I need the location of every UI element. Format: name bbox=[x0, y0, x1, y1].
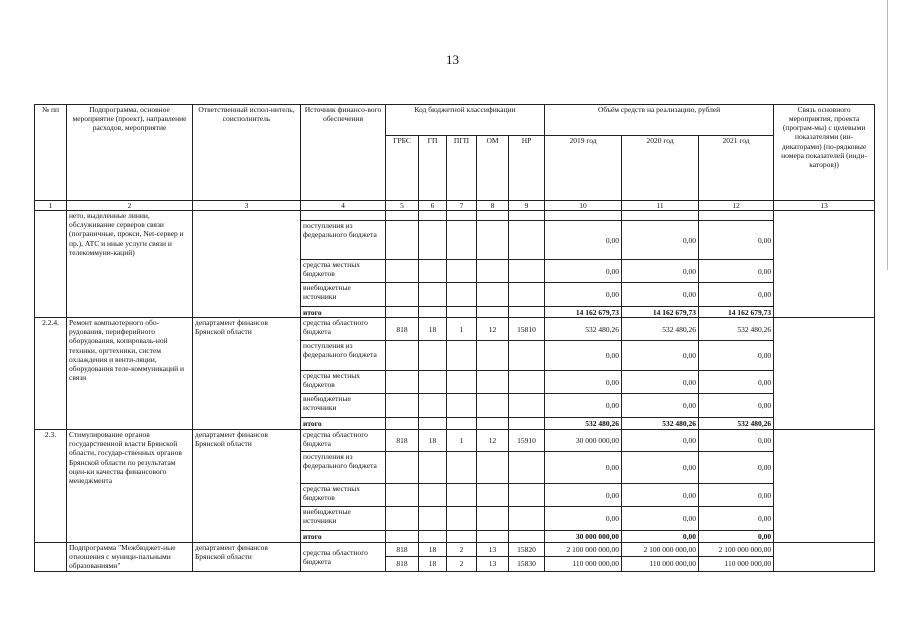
total-cell: 0,00 bbox=[699, 531, 774, 543]
code-cell: 818 bbox=[386, 318, 419, 341]
value-cell: 0,00 bbox=[622, 260, 699, 283]
row-executor: департамент финансов Брянской области bbox=[193, 430, 301, 543]
code-cell: 2 bbox=[447, 557, 477, 571]
colnum: 12 bbox=[699, 201, 774, 211]
code-cell: 818 bbox=[386, 543, 419, 557]
value-cell: 30 000 000,00 bbox=[545, 430, 622, 452]
value-cell: 0,00 bbox=[545, 260, 622, 283]
value-cell: 110 000 000,00 bbox=[699, 557, 774, 571]
code-cell: 818 bbox=[386, 557, 419, 571]
page-number: 13 bbox=[446, 52, 459, 67]
header-row-1 bbox=[35, 105, 875, 136]
header-2020: 2020 год bbox=[622, 136, 699, 201]
colnum: 6 bbox=[419, 201, 447, 211]
value-cell: 0,00 bbox=[622, 341, 699, 371]
value-cell: 0,00 bbox=[622, 484, 699, 507]
code-cell: 15810 bbox=[509, 318, 545, 341]
header-program: Подпрограмма, основное мероприятие (проект), направление расходов, мероприятие bbox=[67, 105, 193, 201]
total-label: итого bbox=[301, 531, 386, 543]
colnum: 3 bbox=[193, 201, 301, 211]
block1-text: нето, выделенные линии, обслуживание серверов связи (пограничные, прокси, Net-сервер и пр.), АТС и иные услуги связи и телекоммуни-каций) bbox=[67, 211, 193, 318]
total-cell: 14 162 679,73 bbox=[622, 307, 699, 318]
code-cell: 18 bbox=[419, 543, 447, 557]
row-text: Подпрограмма "Межбюджет-ные отношения с муници-пальными образованиями" bbox=[67, 543, 193, 571]
value-cell: 0,00 bbox=[545, 221, 622, 260]
value-cell: 2 100 000 000,00 bbox=[699, 543, 774, 557]
header-np: НР bbox=[509, 136, 545, 201]
table-row bbox=[35, 543, 875, 557]
total-cell: 0,00 bbox=[622, 531, 699, 543]
source-label: поступления из федерального бюджета bbox=[301, 452, 386, 484]
colnum: 13 bbox=[774, 201, 875, 211]
column-number-row bbox=[35, 201, 875, 211]
value-cell: 0,00 bbox=[699, 507, 774, 531]
code-cell: 13 bbox=[477, 557, 509, 571]
header-2021: 2021 год bbox=[699, 136, 774, 201]
header-num: № пп bbox=[35, 105, 67, 201]
row-text: Стимулирование органов государственной власти Брянской области, государ-ственных органов Брянской области по результатам оцен-ки качества финансового менеджмента bbox=[67, 430, 193, 543]
total-cell: 532 480,26 bbox=[545, 418, 622, 430]
code-cell: 18 bbox=[419, 557, 447, 571]
source-label: средства местных бюджетов bbox=[301, 484, 386, 507]
colnum: 4 bbox=[301, 201, 386, 211]
value-cell: 0,00 bbox=[622, 507, 699, 531]
source-label: средства областного бюджета bbox=[301, 543, 386, 571]
value-cell: 532 480,26 bbox=[622, 318, 699, 341]
colnum: 2 bbox=[67, 201, 193, 211]
value-cell: 0,00 bbox=[545, 507, 622, 531]
total-cell: 532 480,26 bbox=[622, 418, 699, 430]
code-cell: 15830 bbox=[509, 557, 545, 571]
header-volume: Объём средств на реализацию, рублей bbox=[545, 105, 774, 136]
value-cell: 0,00 bbox=[699, 260, 774, 283]
code-cell: 1 bbox=[447, 318, 477, 341]
value-cell: 0,00 bbox=[545, 283, 622, 307]
code-cell: 18 bbox=[419, 430, 447, 452]
value-cell: 0,00 bbox=[699, 371, 774, 394]
source-label: поступления из федерального бюджета bbox=[301, 341, 386, 371]
source-label: средства областного бюджета bbox=[301, 318, 386, 341]
source-label: средства местных бюджетов bbox=[301, 371, 386, 394]
value-cell: 0,00 bbox=[545, 394, 622, 418]
source-label: поступления из федерального бюджета bbox=[301, 221, 386, 260]
code-cell: 13 bbox=[477, 543, 509, 557]
colnum: 11 bbox=[622, 201, 699, 211]
code-cell: 1 bbox=[447, 430, 477, 452]
value-cell: 0,00 bbox=[699, 341, 774, 371]
value-cell: 0,00 bbox=[622, 452, 699, 484]
value-cell: 0,00 bbox=[699, 430, 774, 452]
value-cell: 110 000 000,00 bbox=[622, 557, 699, 571]
value-cell: 110 000 000,00 bbox=[545, 557, 622, 571]
header-gp: ГП bbox=[419, 136, 447, 201]
value-cell: 0,00 bbox=[545, 484, 622, 507]
source-label: средства областного бюджета bbox=[301, 430, 386, 452]
header-2019: 2019 год bbox=[545, 136, 622, 201]
source-label: внебюджетные источники bbox=[301, 507, 386, 531]
row-executor: департамент финансов Брянской области bbox=[193, 543, 301, 571]
code-cell: 12 bbox=[477, 318, 509, 341]
value-cell: 0,00 bbox=[622, 221, 699, 260]
value-cell: 0,00 bbox=[622, 283, 699, 307]
colnum: 5 bbox=[386, 201, 419, 211]
colnum: 7 bbox=[447, 201, 477, 211]
source-label: средства местных бюджетов bbox=[301, 260, 386, 283]
code-cell: 15910 bbox=[509, 430, 545, 452]
total-label: итого bbox=[301, 307, 386, 318]
value-cell: 0,00 bbox=[545, 452, 622, 484]
value-cell: 0,00 bbox=[545, 341, 622, 371]
header-source: Источник финансо-вого обеспечения bbox=[301, 105, 386, 201]
colnum: 8 bbox=[477, 201, 509, 211]
header-om: ОМ bbox=[477, 136, 509, 201]
value-cell: 2 100 000 000,00 bbox=[545, 543, 622, 557]
total-cell: 14 162 679,73 bbox=[699, 307, 774, 318]
total-cell: 30 000 000,00 bbox=[545, 531, 622, 543]
value-cell: 0,00 bbox=[699, 452, 774, 484]
value-cell: 0,00 bbox=[699, 221, 774, 260]
code-cell: 18 bbox=[419, 318, 447, 341]
header-budget-code: Код бюджетной классификации bbox=[386, 105, 545, 136]
row-num: 2.3. bbox=[35, 430, 67, 543]
total-label: итого bbox=[301, 418, 386, 430]
code-cell: 12 bbox=[477, 430, 509, 452]
header-executor: Ответственный испол-нитель, соисполнитель bbox=[193, 105, 301, 201]
code-cell: 818 bbox=[386, 430, 419, 452]
value-cell: 0,00 bbox=[622, 371, 699, 394]
code-cell: 15820 bbox=[509, 543, 545, 557]
value-cell: 0,00 bbox=[622, 430, 699, 452]
row-executor: департамент финансов Брянской области bbox=[193, 318, 301, 430]
page-edge-line bbox=[887, 0, 888, 270]
source-label: внебюджетные источники bbox=[301, 283, 386, 307]
value-cell: 2 100 000 000,00 bbox=[622, 543, 699, 557]
value-cell: 0,00 bbox=[622, 394, 699, 418]
table-row bbox=[35, 318, 875, 341]
colnum: 1 bbox=[35, 201, 67, 211]
header-link: Связь основного мероприятия, проекта (програм-мы) с целевыми показателями (ин-дикаторами) (по-рядковые номера показателей (инди-каторов)) bbox=[774, 105, 875, 201]
value-cell: 532 480,26 bbox=[699, 318, 774, 341]
row-text: Ремонт компьютерного обо-рудования, периферийного оборудования, копироваль-ной техники, оргтехники, систем охлаждения и венти-ляции, оборудования теле-коммуникаций и связи bbox=[67, 318, 193, 430]
value-cell: 0,00 bbox=[545, 371, 622, 394]
row-num: 2.2.4. bbox=[35, 318, 67, 430]
colnum: 9 bbox=[509, 201, 545, 211]
header-grbs: ГРБС bbox=[386, 136, 419, 201]
colnum: 10 bbox=[545, 201, 622, 211]
source-label: внебюджетные источники bbox=[301, 394, 386, 418]
table-row bbox=[35, 211, 875, 221]
value-cell: 0,00 bbox=[699, 394, 774, 418]
budget-table bbox=[34, 104, 875, 572]
total-cell: 532 480,26 bbox=[699, 418, 774, 430]
code-cell: 2 bbox=[447, 543, 477, 557]
header-pgp: ПГП bbox=[447, 136, 477, 201]
value-cell: 532 480,26 bbox=[545, 318, 622, 341]
table-row bbox=[35, 430, 875, 452]
value-cell: 0,00 bbox=[699, 283, 774, 307]
total-cell: 14 162 679,73 bbox=[545, 307, 622, 318]
value-cell: 0,00 bbox=[699, 484, 774, 507]
